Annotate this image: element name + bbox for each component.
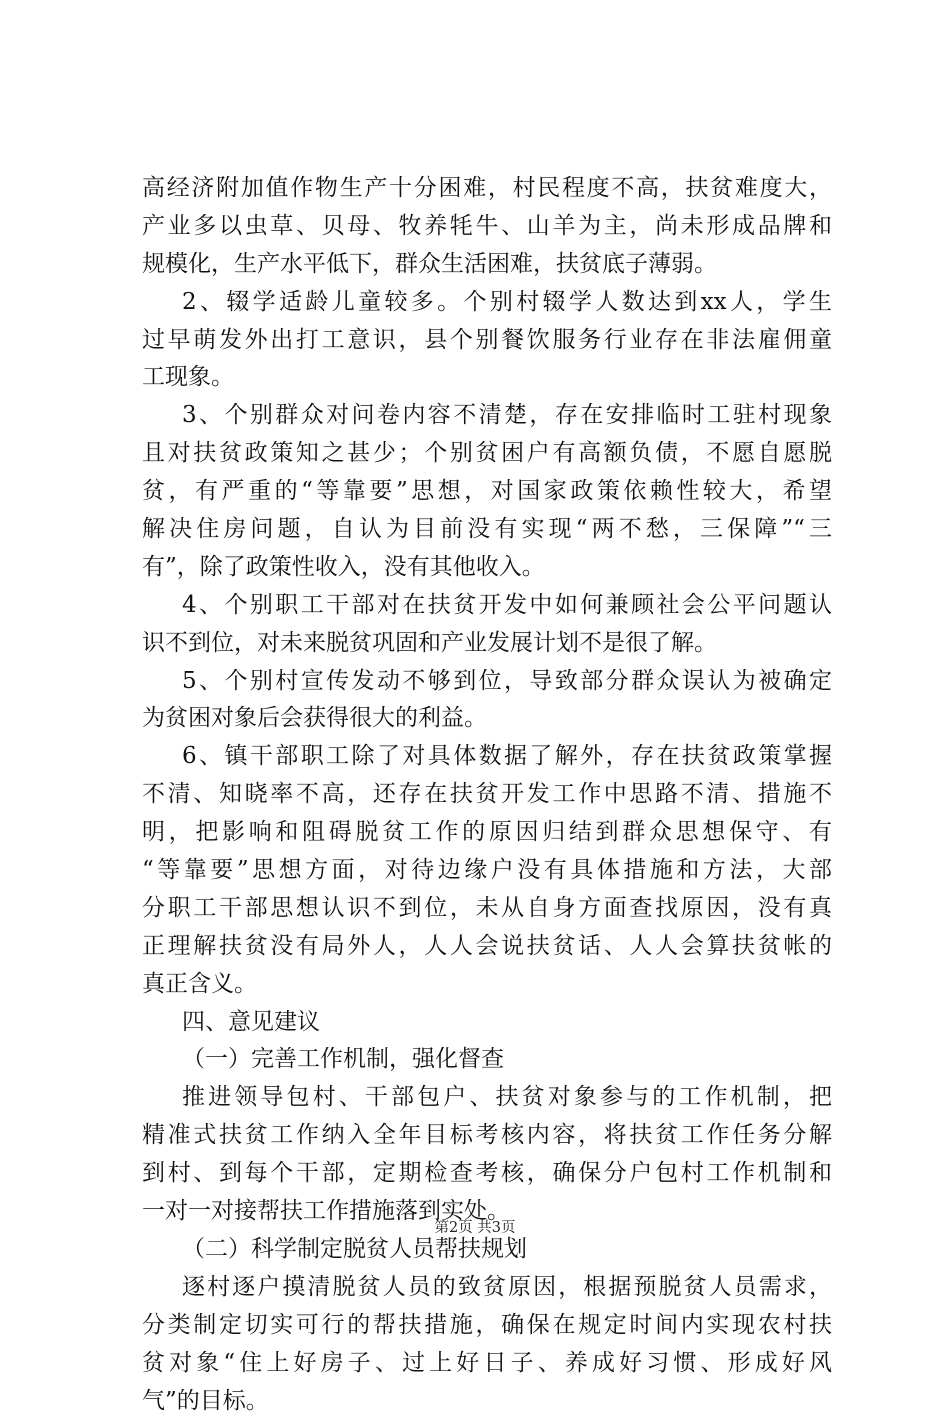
paragraph [142,738,832,1003]
text-line: 到村、到每个干部，定期检查考核，确保分户包村工作机制和 [142,1155,832,1193]
text-line: “等靠要”思想方面，对待边缘户没有具体措施和方法，大部 [142,852,832,890]
paragraph [142,1079,832,1231]
text-line: 过早萌发外出打工意识，县个别餐饮服务行业存在非法雇佣童 [142,322,832,360]
text-line: 一对一对接帮扶工作措施落到实处。 [142,1193,832,1231]
text-line: 为贫困对象后会获得很大的利益。 [142,700,832,738]
text-line: 4、个别职工干部对在扶贫开发中如何兼顾社会公平问题认 [142,587,832,625]
text-line: 真正含义。 [142,966,832,1004]
text-line: 有”，除了政策性收入，没有其他收入。 [142,549,832,587]
page-footer: 第2页 共3页 [0,1218,950,1238]
paragraph [142,170,832,284]
text-line: 产业多以虫草、贝母、牧养牦牛、山羊为主，尚未形成品牌和 [142,208,832,246]
paragraph [142,663,832,739]
section-heading [142,1004,832,1042]
text-line: 贫对象“住上好房子、过上好日子、养成好习惯、形成好风 [142,1345,832,1383]
text-line: 气”的目标。 [142,1383,832,1420]
paragraph [142,587,832,663]
text-line: 推进领导包村、干部包户、扶贫对象参与的工作机制，把 [142,1079,832,1117]
text-line: 5、个别村宣传发动不够到位，导致部分群众误认为被确定 [142,663,832,701]
text-line: 分职工干部思想认识不到位，未从自身方面查找原因，没有真 [142,890,832,928]
text-line: 识不到位，对未来脱贫巩固和产业发展计划不是很了解。 [142,625,832,663]
text-line: 逐村逐户摸清脱贫人员的致贫原因，根据预脱贫人员需求， [142,1269,832,1307]
paragraph [142,284,832,398]
text-line: （一）完善工作机制，强化督查 [142,1041,832,1079]
text-line: 高经济附加值作物生产十分困难，村民程度不高，扶贫难度大， [142,170,832,208]
text-line: 贫，有严重的“等靠要”思想，对国家政策依赖性较大，希望 [142,473,832,511]
paragraph [142,1269,832,1420]
text-line: 工现象。 [142,359,832,397]
text-line: 正理解扶贫没有局外人，人人会说扶贫话、人人会算扶贫帐的 [142,928,832,966]
text-line: （二）科学制定脱贫人员帮扶规划 [142,1231,832,1269]
text-line: 2、辍学适龄儿童较多。个别村辍学人数达到xx人，学生 [142,284,832,322]
text-line: 四、意见建议 [142,1004,832,1042]
text-line: 且对扶贫政策知之甚少；个别贫困户有高额负债，不愿自愿脱 [142,435,832,473]
text-line: 明，把影响和阻碍脱贫工作的原因归结到群众思想保守、有 [142,814,832,852]
text-line: 3、个别群众对问卷内容不清楚，存在安排临时工驻村现象 [142,397,832,435]
paragraph [142,397,832,586]
text-line: 不清、知晓率不高，还存在扶贫开发工作中思路不清、措施不 [142,776,832,814]
text-line: 精准式扶贫工作纳入全年目标考核内容，将扶贫工作任务分解 [142,1117,832,1155]
text-line: 规模化，生产水平低下，群众生活困难，扶贫底子薄弱。 [142,246,832,284]
section-heading [142,1041,832,1079]
text-line: 6、镇干部职工除了对具体数据了解外，存在扶贫政策掌握 [142,738,832,776]
text-line: 分类制定切实可行的帮扶措施，确保在规定时间内实现农村扶 [142,1307,832,1345]
text-line: 解决住房问题，自认为目前没有实现“两不愁，三保障”“三 [142,511,832,549]
